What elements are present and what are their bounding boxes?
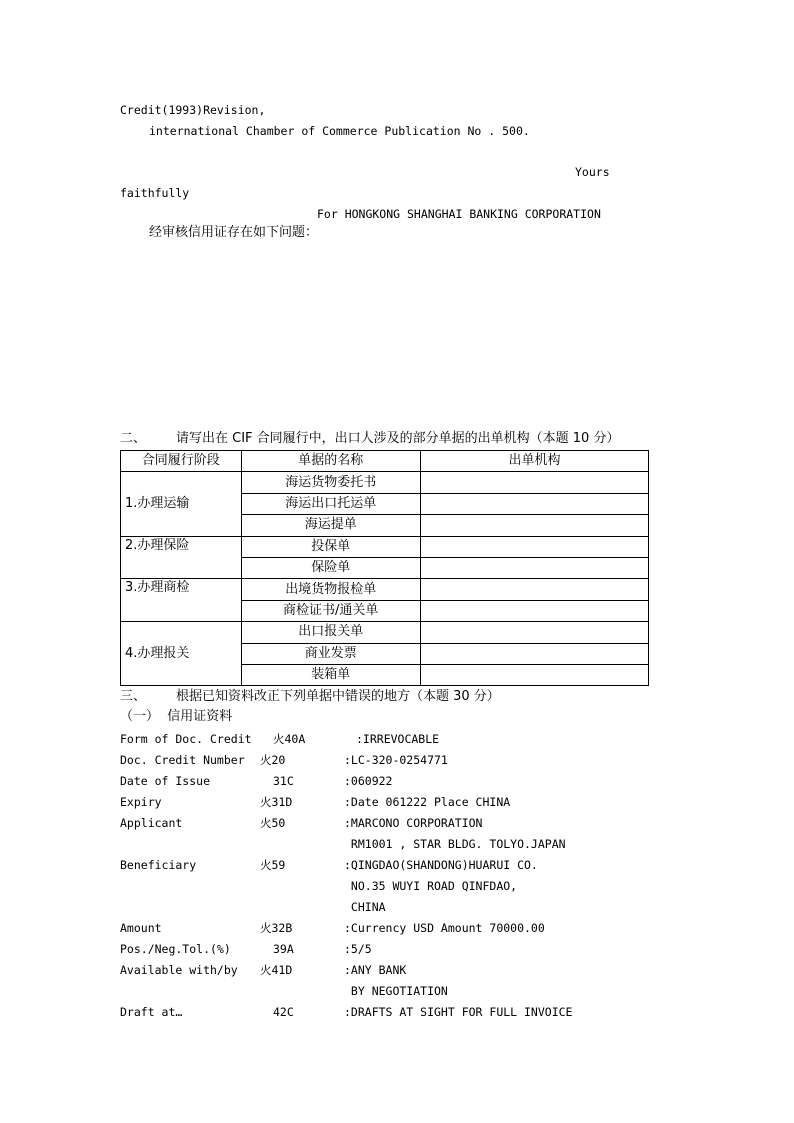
- document-name-cell: 海运货物委托书: [241, 472, 420, 493]
- lc-row: [120, 857, 538, 878]
- lc-field-tag: 火50: [260, 816, 286, 830]
- lc-field-tag: 31C: [273, 774, 294, 788]
- section-2-title: 请写出在 CIF 合同履行中，出口人涉及的部分单据的出单机构（本题 10 分）: [176, 431, 620, 446]
- lc-row: [120, 899, 386, 920]
- issuer-answer-cell[interactable]: [420, 515, 648, 536]
- lc-field-value: CHINA: [344, 900, 386, 914]
- lc-field-value: :LC-320-0254771: [344, 753, 448, 767]
- issuer-answer-cell[interactable]: [420, 493, 648, 514]
- lc-field-tag: 火40A: [273, 732, 306, 746]
- lc-field-value: :IRREVOCABLE: [356, 732, 440, 746]
- issuer-answer-cell[interactable]: [420, 557, 648, 578]
- stage-cell: 3.办理商检: [121, 579, 242, 622]
- lc-field-name: Date of Issue: [120, 774, 211, 788]
- lc-field-value: :Date 061222 Place CHINA: [344, 795, 511, 809]
- issuer-answer-cell[interactable]: [420, 643, 648, 664]
- issuer-answer-cell[interactable]: [420, 600, 648, 621]
- lc-field-name: Pos./Neg.Tol.(%): [120, 942, 231, 956]
- lc-field-value: :5/5: [344, 942, 372, 956]
- header-stage: 合同履行阶段: [121, 451, 242, 472]
- lc-field-value: :060922: [344, 774, 393, 788]
- document-name-cell: 海运提单: [241, 515, 420, 536]
- document-name-cell: 投保单: [241, 536, 420, 557]
- lc-row: [120, 794, 511, 815]
- lc-field-value: :MARCONO CORPORATION: [344, 816, 483, 830]
- lc-field-name: Draft at…: [120, 1005, 183, 1019]
- lc-row: [120, 836, 566, 857]
- letter-line-2: international Chamber of Commerce Publication No . 500.: [149, 124, 530, 138]
- lc-field-name: Available with/by: [120, 963, 238, 977]
- stage-cell: 1.办理运输: [121, 472, 242, 536]
- document-name-cell: 保险单: [241, 557, 420, 578]
- lc-field-name: Amount: [120, 921, 162, 935]
- table-header-row: [121, 451, 649, 472]
- lc-field-tag: 42C: [273, 1005, 294, 1019]
- lc-row: [120, 878, 518, 899]
- lc-row: [120, 920, 545, 941]
- table-row: [121, 579, 649, 600]
- issuer-answer-cell[interactable]: [420, 536, 648, 557]
- document-name-cell: 海运出口托运单: [241, 493, 420, 514]
- lc-field-name: Applicant: [120, 816, 183, 830]
- closing-faithfully: faithfully: [120, 186, 190, 200]
- section-3-number: 三、: [120, 689, 147, 704]
- document-name-cell: 装箱单: [241, 664, 420, 685]
- header-document-name: 单据的名称: [241, 451, 420, 472]
- stage-cell: 2.办理保险: [121, 536, 242, 579]
- lc-field-tag: 39A: [273, 942, 294, 956]
- lc-row: [120, 962, 407, 983]
- lc-field-tag: 火31D: [260, 795, 293, 809]
- header-issuer: 出单机构: [420, 451, 648, 472]
- table-row: [121, 622, 649, 643]
- lc-row: [120, 731, 440, 752]
- document-issuer-table: [120, 450, 649, 686]
- lc-field-value: NO.35 WUYI ROAD QINFDAO,: [344, 879, 518, 893]
- lc-field-tag: 火59: [260, 858, 286, 872]
- lc-row: [120, 815, 483, 836]
- lc-field-name: Form of Doc. Credit: [120, 732, 252, 746]
- closing-yours: Yours: [575, 165, 610, 179]
- issuer-answer-cell[interactable]: [420, 664, 648, 685]
- table-row: [121, 536, 649, 557]
- lc-field-tag: 火20: [260, 753, 286, 767]
- lc-row: [120, 752, 448, 773]
- lc-field-list: [120, 731, 573, 1025]
- lc-field-tag: 火41D: [260, 963, 293, 977]
- lc-row: [120, 773, 393, 794]
- lc-field-value: BY NEGOTIATION: [344, 984, 448, 998]
- closing-bank-name: For HONGKONG SHANGHAI BANKING CORPORATION: [317, 207, 601, 221]
- issuer-answer-cell[interactable]: [420, 622, 648, 643]
- section-3-title: 根据已知资料改正下列单据中错误的地方（本题 30 分）: [176, 689, 500, 704]
- document-name-cell: 出境货物报检单: [241, 579, 420, 600]
- letter-line-1: Credit(1993)Revision,: [120, 103, 266, 117]
- document-name-cell: 商检证书/通关单: [241, 600, 420, 621]
- lc-field-name: Beneficiary: [120, 858, 197, 872]
- issuer-answer-cell[interactable]: [420, 472, 648, 493]
- lc-field-name: Expiry: [120, 795, 162, 809]
- lc-field-value: RM1001 , STAR BLDG. TOLYO.JAPAN: [344, 837, 566, 851]
- lc-field-value: :DRAFTS AT SIGHT FOR FULL INVOICE: [344, 1005, 573, 1019]
- document-name-cell: 商业发票: [241, 643, 420, 664]
- table-row: [121, 472, 649, 493]
- lc-row: [120, 1004, 573, 1025]
- section-3-subtitle: （一） 信用证资料: [120, 709, 233, 724]
- issuer-answer-cell[interactable]: [420, 579, 648, 600]
- lc-field-tag: 火32B: [260, 921, 293, 935]
- lc-field-value: :ANY BANK: [344, 963, 407, 977]
- lc-field-name: Doc. Credit Number: [120, 753, 245, 767]
- stage-cell: 4.办理报关: [121, 622, 242, 686]
- section-2-number: 二、: [120, 431, 147, 446]
- lc-row: [120, 983, 448, 1004]
- lc-field-value: :Currency USD Amount 70000.00: [344, 921, 545, 935]
- review-note: 经审核信用证存在如下问题：: [149, 225, 319, 240]
- lc-field-value: :QINGDAO(SHANDONG)HUARUI CO.: [344, 858, 538, 872]
- document-name-cell: 出口报关单: [241, 622, 420, 643]
- lc-row: [120, 941, 372, 962]
